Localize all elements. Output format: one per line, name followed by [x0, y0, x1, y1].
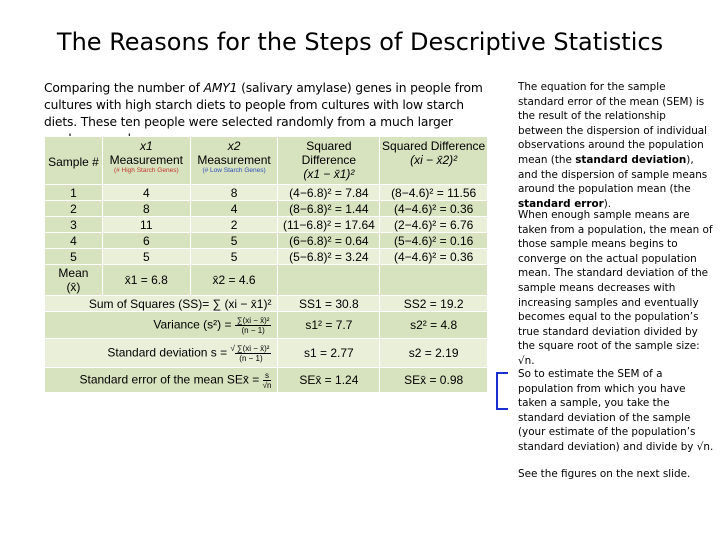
ss2-value: SS2 = 19.2 [380, 296, 488, 312]
table-row [45, 249, 488, 265]
convergence-paragraph: When enough sample means are taken from a population, the mean of those sample means begins to converge on the actual population mean. The standard deviation of the sample means decreases with increasing samples and eventually becomes equal to the population’s true standard deviation divided by the square root of the sample size: √n. [518, 209, 713, 367]
variance2-value: s2² = 4.8 [380, 312, 488, 339]
sqdiff2-value: (5−4.6)² = 0.16 [380, 233, 488, 249]
ss1-value: SS1 = 30.8 [278, 296, 380, 312]
mean-x1: x̄1 = 6.8 [102, 265, 190, 296]
row-num: 5 [45, 249, 103, 265]
mean-empty-1 [278, 265, 380, 296]
x1-value: 8 [102, 201, 190, 217]
x1-value: 4 [102, 185, 190, 201]
x2-value: 4 [190, 201, 278, 217]
mean-row [45, 265, 488, 296]
variance-label: Variance (s²) = $\frac{\text{∑(xi − x̄)²}}{(n - 1)}$ [45, 312, 278, 339]
row-num: 2 [45, 201, 103, 217]
sem2-value: SEx̄ = 0.98 [380, 368, 488, 393]
mean-empty-2 [380, 265, 488, 296]
table-row [45, 233, 488, 249]
estimate-sem-paragraph: So to estimate the SEM of a population from which you have taken a sample, you take the standard deviation of the sample (your estimate of the population’s standard deviation) and divide by √n. [518, 368, 714, 453]
x1-value: 6 [102, 233, 190, 249]
x2-value: 8 [190, 185, 278, 201]
sqdiff1-value: (8−6.8)² = 1.44 [278, 201, 380, 217]
intro-text-1: Comparing the number of [44, 81, 204, 95]
header-x1-note: (# High Starch Genes) [113, 167, 179, 174]
std-dev-fraction: √ ∑(xi − x̄)² (n − 1) [230, 343, 270, 363]
intro-text-2: (salivary amylase) genes in people from cultures with high starch diets to people from cultures with low starch diets. These ten people were selected randomly from a much larger [44, 81, 483, 129]
blue-bracket [496, 372, 508, 410]
sqdiff1-value: (6−6.8)² = 0.64 [278, 233, 380, 249]
header-sqdiff1: Squared Difference (x1 − x̄1)² [278, 137, 380, 185]
row-num: 4 [45, 233, 103, 249]
sqdiff1-value: (5−6.8)² = 3.24 [278, 249, 380, 265]
table-row [45, 217, 488, 233]
table-row [45, 201, 488, 217]
std-dev-label: Standard deviation s = √ ∑(xi − x̄)² (n − 1) [45, 339, 278, 368]
std-dev2-value: s2 = 2.19 [380, 339, 488, 368]
sqdiff2-value: (4−4.6)² = 0.36 [380, 249, 488, 265]
header-sample: Sample # [45, 137, 103, 185]
header-x1: x1 Measurement (# High Starch Genes) [102, 137, 190, 185]
sqdiff1-value: (11−6.8)² = 17.64 [278, 217, 380, 233]
sqdiff2-value: (4−4.6)² = 0.36 [380, 201, 488, 217]
row-num: 1 [45, 185, 103, 201]
std-dev-row [45, 339, 488, 368]
sem-row [45, 368, 488, 393]
table-header-row [45, 137, 488, 185]
x2-value: 2 [190, 217, 278, 233]
ss-label: Sum of Squares (SS)= ∑ (xi − x̄1)² [45, 296, 278, 312]
header-sqdiff2: Squared Difference (xi − x̄2)² [380, 137, 488, 185]
slide-title: The Reasons for the Steps of Descriptive Statistics [56, 28, 664, 56]
sem-fraction: $\frac{s}{√n}$ [262, 370, 272, 390]
header-x2: x2 Measurement (# Low Starch Genes) [190, 137, 278, 185]
x2-value: 5 [190, 233, 278, 249]
sem1-value: SEx̄ = 1.24 [278, 368, 380, 393]
variance-fraction: $\frac{\text{∑(xi − x̄)²}}{(n - 1)}$ [236, 315, 270, 335]
row-num: 3 [45, 217, 103, 233]
table-row [45, 185, 488, 201]
header-x2-note: (# Low Starch Genes) [202, 167, 266, 174]
sem-label: Standard error of the mean SEx̄ = $\frac{s}{√n}$ [45, 368, 278, 393]
mean-label: Mean (x̄) [45, 265, 103, 296]
mean-x2: x̄2 = 4.6 [190, 265, 278, 296]
sem-explanation-paragraph: The equation for the sample standard error of the mean (SEM) is the result of the relationship between the dispersion of individual observations around the population mean (the standard deviation), and the dispersion of sample means around the population mean (the standard error). [518, 81, 708, 210]
x1-value: 5 [102, 249, 190, 265]
sqdiff2-value: (2−4.6)² = 6.76 [380, 217, 488, 233]
sqdiff1-value: (4−6.8)² = 7.84 [278, 185, 380, 201]
variance1-value: s1² = 7.7 [278, 312, 380, 339]
x2-value: 5 [190, 249, 278, 265]
x1-value: 11 [102, 217, 190, 233]
intro-gene: AMY1 [203, 81, 238, 95]
variance-row [45, 312, 488, 339]
sqdiff2-value: (8−4.6)² = 11.56 [380, 185, 488, 201]
next-slide-note: See the figures on the next slide. [518, 468, 691, 480]
sum-of-squares-row [45, 296, 488, 312]
statistics-table [44, 136, 488, 393]
std-dev1-value: s1 = 2.77 [278, 339, 380, 368]
